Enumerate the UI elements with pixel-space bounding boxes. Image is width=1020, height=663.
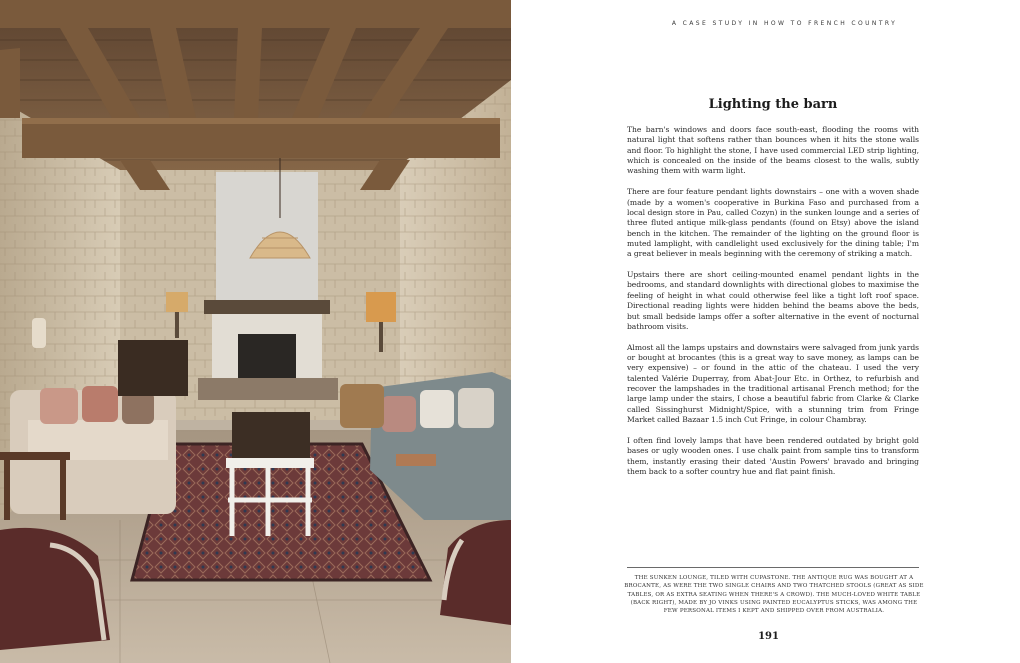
caption-rule	[627, 567, 919, 568]
page-number: 191	[758, 631, 779, 642]
running-head: A CASE STUDY IN HOW TO FRENCH COUNTRY	[671, 20, 898, 27]
paragraph: I often find lovely lamps that have been rendered outdated by bright gold bases or ugly wooden ones. I use chalk paint from sample tins to transform them, instantly erasing their dated 'Austin Powers' bravado and bringing them back to a softer country hue and flat paint finish.	[627, 435, 919, 476]
text-page	[511, 0, 1020, 663]
paragraph: There are four feature pendant lights downstairs – one with a woven shade (made by a women's cooperative in Burkina Faso and purchased from a local design store in Pau, called Cozyn) in the sunken lounge and a series of three fluted antique milk-glass pendants (found on Etsy) above the island bench in the kitchen. The remainder of the lighting on the ground floor is muted lamplight, with candlelight used exclusively for the dining table; I'm a great believer in meals beginning with the ceremony of striking a match.	[627, 187, 919, 259]
table-lamp-left	[166, 292, 188, 312]
paragraph: Upstairs there are short ceiling-mounted enamel pendant lights in the bedrooms, and standard downlights with directional globes to maximise the feeling of height in what could otherwise feel like a tight loft roof space. Directional reading lights were hidden behind the beams above the beds, but small bedside lamps offer a softer alternative in the event of nocturnal bathroom visits.	[627, 270, 919, 331]
wall-sconce	[32, 318, 46, 348]
sideboard	[118, 340, 188, 396]
body-text	[627, 125, 919, 488]
mantel-beam	[204, 300, 330, 314]
stone-bench	[198, 378, 338, 400]
section-title: Lighting the barn	[708, 97, 838, 112]
fireplace-opening	[238, 334, 296, 378]
photo-caption: THE SUNKEN LOUNGE, TILED WITH CUPASTONE. THE ANTIQUE RUG WAS BOUGHT AT A BROCANTE, AS WERE THE TWO SINGLE CHAIRS AND TWO THATCHED STOOLS (GREAT AS SIDE TABLES, OR AS EXTRA SEATING WHEN THERE'S A CROWD). THE MUCH-LOVED WHITE TABLE (BACK RIGHT), MADE BY JO VINKS USING PAINTED EUCALYPTUS STICKS, WAS AMONG THE FEW PERSONAL ITEMS I KEPT AND SHIPPED OVER FROM AUSTRALIA.	[624, 575, 924, 614]
wicker-basket	[340, 384, 384, 428]
paragraph: Almost all the lamps upstairs and downstairs were salvaged from junk yards or bought at brocantes (this is a great way to save money, as lamps can be very expensive) – or found in the attic of the chateau. I used the very talented Valérie Duperray, from Abat-Jour Etc. in Orthez, to refurbish and recover the lampshades in the traditional artisanal French method; for the large lamp under the stairs, I chose a beautiful fabric from Clarke & Clarke called Sissinghurst Midnight/Spice, with a stunning trim from Fringe Market called Bazaar 1.5 inch Cut Fringe, in colour Chambray.	[627, 342, 919, 425]
table-lamp-right	[366, 292, 396, 322]
paragraph: The barn's windows and doors face south-east, flooding the rooms with natural light that softens rather than bounces when it hits the stone walls and floor. To highlight the stone, I have used commercial LED strip lighting, which is concealed on the inside of the beams closest to the walls, subtly washing them with warm light.	[627, 125, 919, 176]
coffee-table	[232, 412, 310, 458]
